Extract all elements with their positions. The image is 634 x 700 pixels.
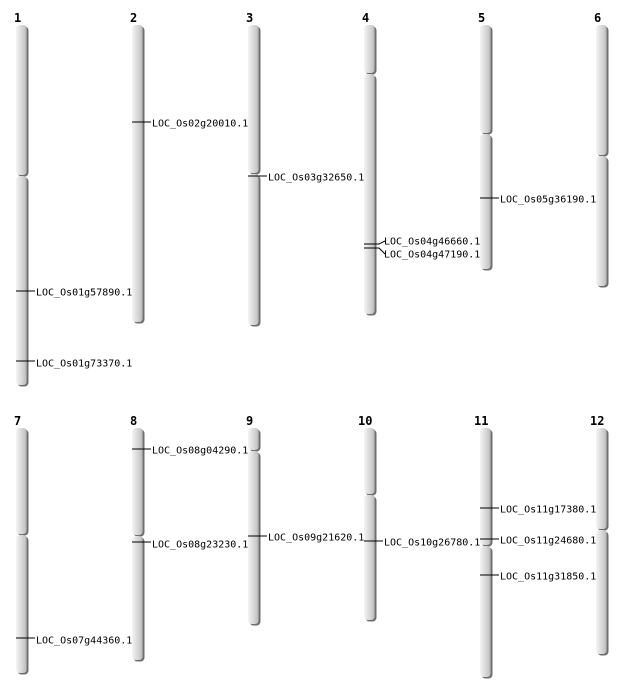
chromosome-3-arm-2 [248, 174, 259, 325]
chromosome-11-arm-1 [480, 428, 491, 545]
chromosome-8 [132, 428, 145, 662]
gene-label: LOC_Os05g36190.1 [500, 194, 597, 206]
chromosome-label-9: 9 [246, 414, 254, 428]
chromosome-12 [596, 428, 609, 656]
gene-label: LOC_Os11g24680.1 [500, 535, 597, 547]
chromosome-label-6: 6 [594, 11, 602, 25]
chromosome-9-arm-2 [248, 451, 259, 624]
gene-label: LOC_Os09g21620.1 [268, 532, 365, 544]
gene-label: LOC_Os10g26780.1 [384, 537, 481, 549]
gene-label: LOC_Os08g04290.1 [152, 445, 249, 457]
gene-label: LOC_Os04g47190.1 [384, 249, 481, 261]
chromosome-5-arm-2 [480, 134, 491, 269]
chromosome-1 [16, 25, 29, 387]
chromosome-2-arm-1 [132, 25, 143, 322]
gene-label: LOC_Os03g32650.1 [268, 172, 365, 184]
chromosome-8-arm-2 [132, 536, 143, 660]
chromosome-6-arm-1 [596, 25, 607, 155]
chromosome-12-arm-1 [596, 428, 607, 529]
chromosome-4 [364, 25, 377, 316]
chromosome-label-11: 11 [474, 414, 489, 428]
chromosome-9-arm-1 [248, 428, 259, 450]
chromosome-1-arm-1 [16, 25, 27, 175]
chromosome-label-12: 12 [590, 414, 605, 428]
gene-label: LOC_Os07g44360.1 [36, 635, 133, 647]
chromosome-label-8: 8 [130, 414, 138, 428]
labels-layer [14, 11, 604, 647]
chromosome-2 [132, 25, 145, 324]
gene-label: LOC_Os11g31850.1 [500, 571, 597, 583]
chromosome-label-2: 2 [130, 11, 138, 25]
gene-label: LOC_Os02g20010.1 [152, 118, 249, 130]
chromosome-5 [480, 25, 493, 271]
chromosome-label-5: 5 [478, 11, 486, 25]
gene-label: LOC_Os04g46660.1 [384, 236, 481, 248]
gene-label: LOC_Os08g23230.1 [152, 539, 249, 551]
chromosome-4-arm-2 [364, 74, 375, 314]
chromosome-6-arm-2 [596, 156, 607, 286]
chromosome-3-arm-1 [248, 25, 259, 173]
chromosome-6 [596, 25, 609, 288]
chromosome-7-arm-2 [16, 535, 27, 673]
chromosome-label-1: 1 [14, 11, 22, 25]
chromosome-4-arm-1 [364, 25, 375, 73]
chromosome-1-arm-2 [16, 176, 27, 385]
chromosome-8-arm-1 [132, 428, 143, 535]
chromosome-label-4: 4 [362, 11, 370, 25]
chromosome-11-arm-2 [480, 546, 491, 677]
chromosome-11 [480, 428, 493, 679]
chromosome-10 [364, 428, 377, 622]
chromosome-label-10: 10 [358, 414, 373, 428]
chromosome-label-7: 7 [14, 414, 22, 428]
chromosome-10-arm-2 [364, 495, 375, 620]
chromosome-7-arm-1 [16, 428, 27, 534]
chromosome-12-arm-2 [596, 530, 607, 654]
chromosome-label-3: 3 [246, 11, 254, 25]
chromosome-10-arm-1 [364, 428, 375, 494]
chromosome-9 [248, 428, 261, 626]
gene-label: LOC_Os01g73370.1 [36, 358, 133, 370]
gene-label: LOC_Os11g17380.1 [500, 504, 597, 516]
chromosome-5-arm-1 [480, 25, 491, 133]
gene-label: LOC_Os01g57890.1 [36, 287, 133, 299]
